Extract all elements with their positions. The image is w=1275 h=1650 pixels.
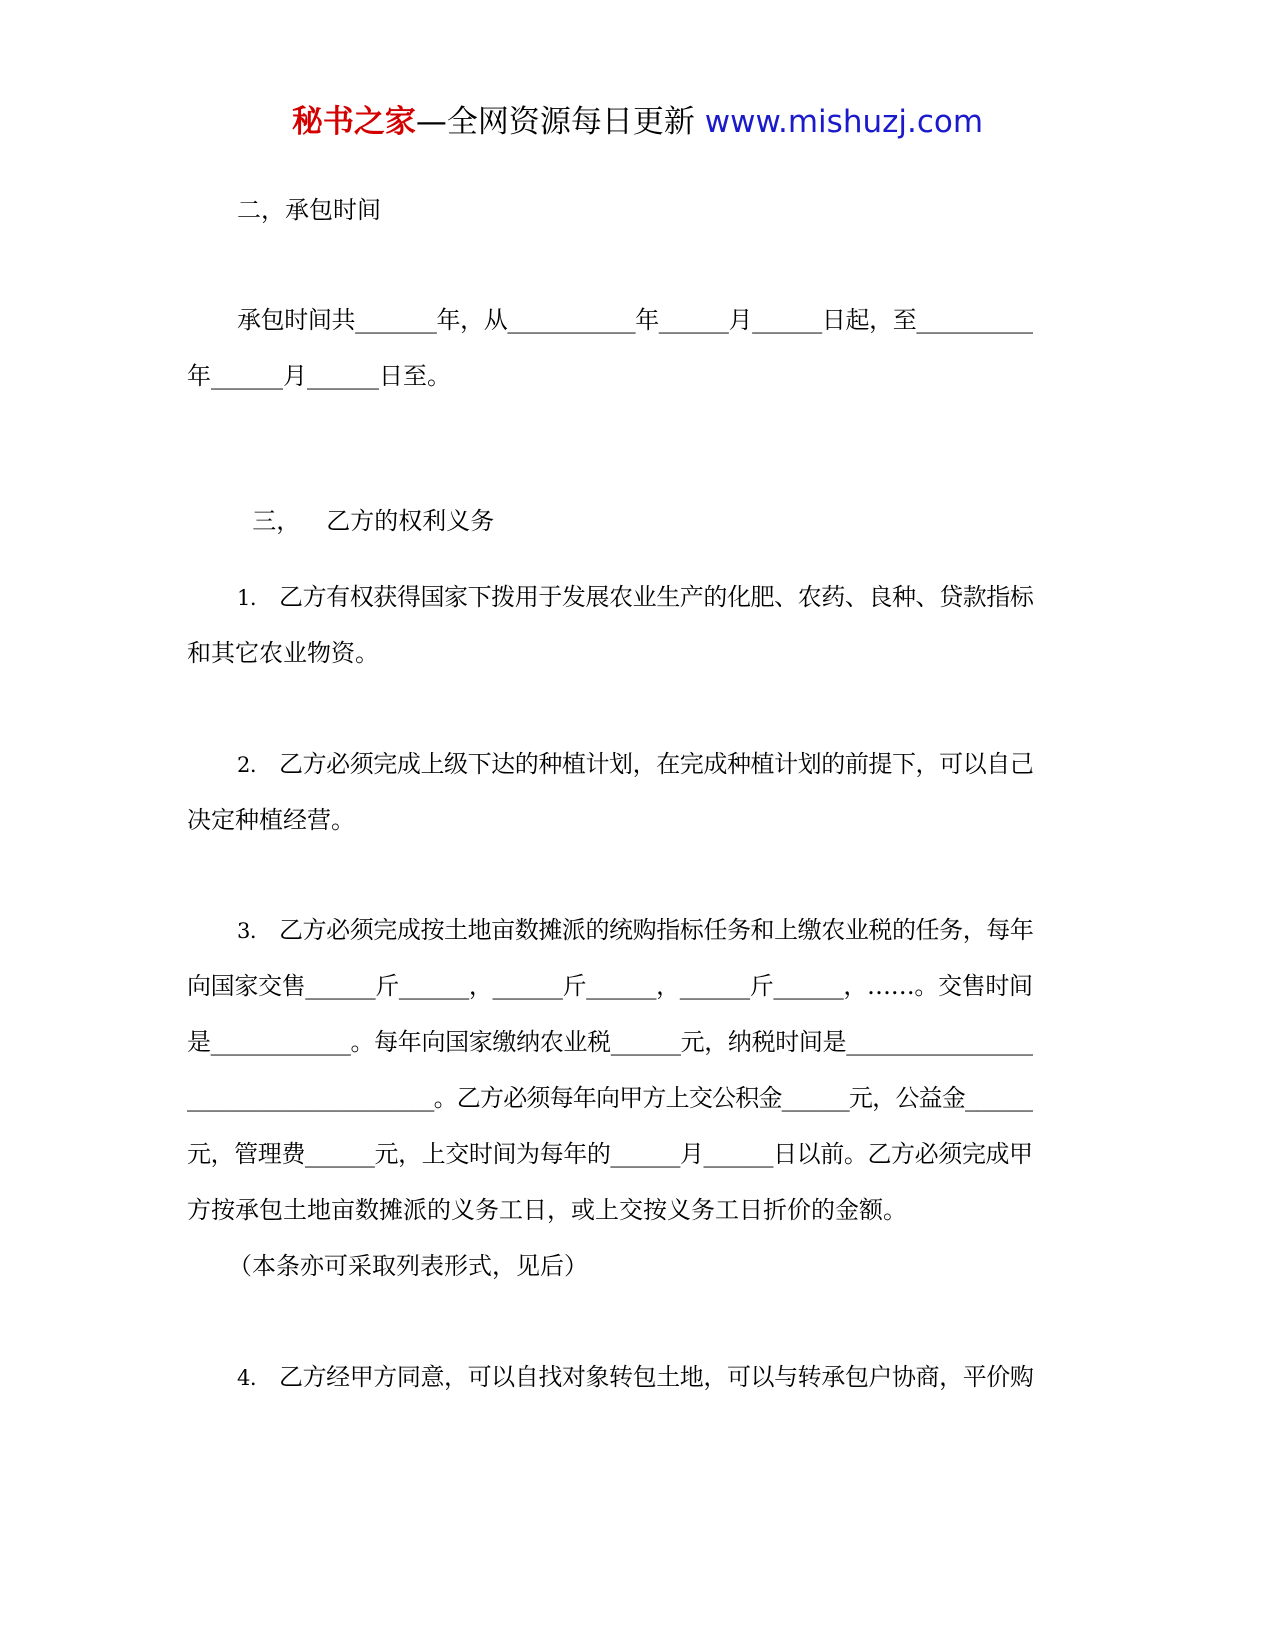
section-3-heading-prefix: 三， [252,507,301,535]
item-3-line: 方按承包土地亩数摊派的义务工日，或上交按义务工日折价的金额。 [187,1196,907,1224]
item-3-note: （本条亦可采取列表形式，见后） [228,1252,588,1280]
item-4-text: 乙方经甲方同意，可以自找对象转包土地，可以与转承包户协商，平价购 [279,1363,1034,1391]
item-3-line: 向国家交售______斤______，______斤______，______斤______，……。交售时间 [187,972,1033,1000]
item-2-line: 决定种植经营。 [187,806,355,834]
item-2-number: 2. [237,753,257,777]
header-tagline: —全网资源每日更新 [415,104,695,140]
item-3-line: 元，管理费______元，上交时间为每年的______月______日以前。乙方必须完成甲 [187,1140,1033,1168]
item-1-text: 乙方有权获得国家下拨用于发展农业生产的化肥、农药、良种、贷款指标 [279,583,1034,611]
brand-name: 秘书之家 [291,104,416,140]
site-url-link[interactable]: www.mishuzj.com [704,104,984,140]
item-4-first-line [237,1360,1033,1395]
section-3-heading [237,470,494,538]
section-2-line-1: 承包时间共_______年，从___________年______月______日起，至__________ [237,306,1033,334]
item-3-line: ______________________。乙方必须每年向甲方上交公积金______元，公益金______ [187,1084,1033,1112]
item-2-text: 乙方必须完成上级下达的种植计划，在完成种植计划的前提下，可以自己 [279,750,1034,778]
item-3-line: 是____________。每年向国家缴纳农业税______元，纳税时间是________________ [187,1028,1033,1056]
item-1-first-line [237,580,1033,615]
item-1-line: 和其它农业物资。 [187,639,379,667]
item-4-number: 4. [237,1366,257,1390]
item-2-first-line [237,747,1033,782]
item-3-number: 3. [237,919,257,943]
section-2-line-2: 年______月______日至。 [187,362,451,390]
item-3-text: 乙方必须完成按土地亩数摊派的统购指标任务和上缴农业税的任务，每年 [279,916,1034,944]
section-3-heading-title: 乙方的权利义务 [326,507,495,535]
item-1-number: 1. [237,586,257,610]
site-header [0,100,1275,144]
item-3-first-line [237,913,1033,948]
section-2-heading: 二，承包时间 [237,196,381,224]
